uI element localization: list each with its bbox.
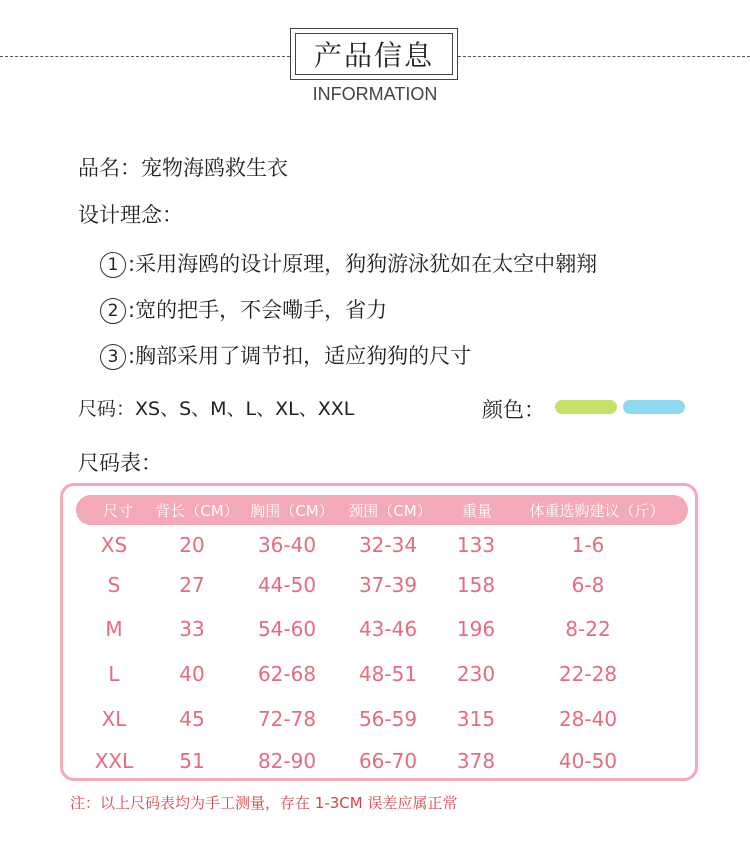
design-point-2 (100, 294, 387, 324)
table-cell: L (108, 662, 120, 686)
table-cell: 33 (179, 617, 205, 641)
table-cell: 62-68 (257, 662, 317, 686)
table-cell: 22-28 (558, 662, 618, 686)
table-cell: 8-22 (565, 617, 611, 641)
design-point-1-text: :采用海鸥的设计原理，狗狗游泳犹如在太空中翱翔 (128, 252, 598, 276)
size-chart-label: 尺码表： (78, 451, 162, 475)
table-cell: 196 (456, 617, 496, 641)
design-point-1 (100, 248, 597, 278)
design-point-2-text: :宽的把手，不会嘞手，省力 (128, 298, 388, 322)
table-cell: 40 (179, 662, 205, 686)
product-name: 品名：宠物海鸥救生衣 (78, 156, 288, 180)
table-cell: 230 (456, 662, 496, 686)
table-cell: 66-70 (358, 749, 418, 773)
header-size: 尺寸 (102, 502, 134, 520)
design-concept-label: 设计理念： (78, 203, 183, 227)
header-divider-right (458, 56, 750, 57)
table-cell: 72-78 (257, 707, 317, 731)
table-cell: 45 (179, 707, 205, 731)
page-subtitle: INFORMATION (312, 84, 438, 104)
table-cell: 56-59 (358, 707, 418, 731)
table-cell: 37-39 (358, 573, 418, 597)
table-cell: 315 (456, 707, 496, 731)
header-back-length: 背长（CM） (155, 502, 239, 520)
table-cell: 28-40 (558, 707, 618, 731)
table-cell: 54-60 (257, 617, 317, 641)
number-circle-1: 1 (100, 252, 126, 278)
table-cell: 43-46 (358, 617, 418, 641)
sizes-line: 尺码：XS、S、M、L、XL、XXL (78, 398, 355, 420)
table-cell: 32-34 (358, 533, 418, 557)
color-label: 颜色： (482, 398, 545, 422)
table-cell: 82-90 (257, 749, 317, 773)
table-cell: 44-50 (257, 573, 317, 597)
color-swatch-blue (623, 400, 685, 414)
title-box (290, 28, 458, 80)
header-weight: 重量 (461, 502, 493, 520)
table-cell: 6-8 (571, 573, 605, 597)
table-cell: 158 (456, 573, 496, 597)
table-cell: 36-40 (257, 533, 317, 557)
page-title: 产品信息 (295, 33, 453, 75)
table-cell: 378 (456, 749, 496, 773)
number-circle-2: 2 (100, 298, 126, 324)
table-cell: 20 (179, 533, 205, 557)
number-circle-3: 3 (100, 344, 126, 370)
table-cell: 133 (456, 533, 496, 557)
design-point-3-text: :胸部采用了调节扣，适应狗狗的尺寸 (128, 344, 472, 368)
color-swatch-green (555, 400, 617, 414)
table-cell: XL (101, 707, 127, 731)
table-cell: 1-6 (571, 533, 605, 557)
table-cell: XXL (94, 749, 134, 773)
measurement-note: 注：以上尺码表均为手工测量，存在 1-3CM 误差应属正常 (70, 794, 458, 812)
table-cell: 48-51 (358, 662, 418, 686)
table-cell: 51 (179, 749, 205, 773)
header-chest: 胸围（CM） (250, 502, 334, 520)
table-cell: 27 (179, 573, 205, 597)
table-cell: S (107, 573, 121, 597)
table-cell: XS (100, 533, 128, 557)
header-divider-left (0, 56, 290, 57)
design-point-3 (100, 340, 471, 370)
table-cell: M (105, 617, 123, 641)
table-cell: 40-50 (558, 749, 618, 773)
header-weight-suggestion: 体重选购建议（斤） (529, 502, 665, 520)
header-neck: 颈围（CM） (348, 502, 432, 520)
